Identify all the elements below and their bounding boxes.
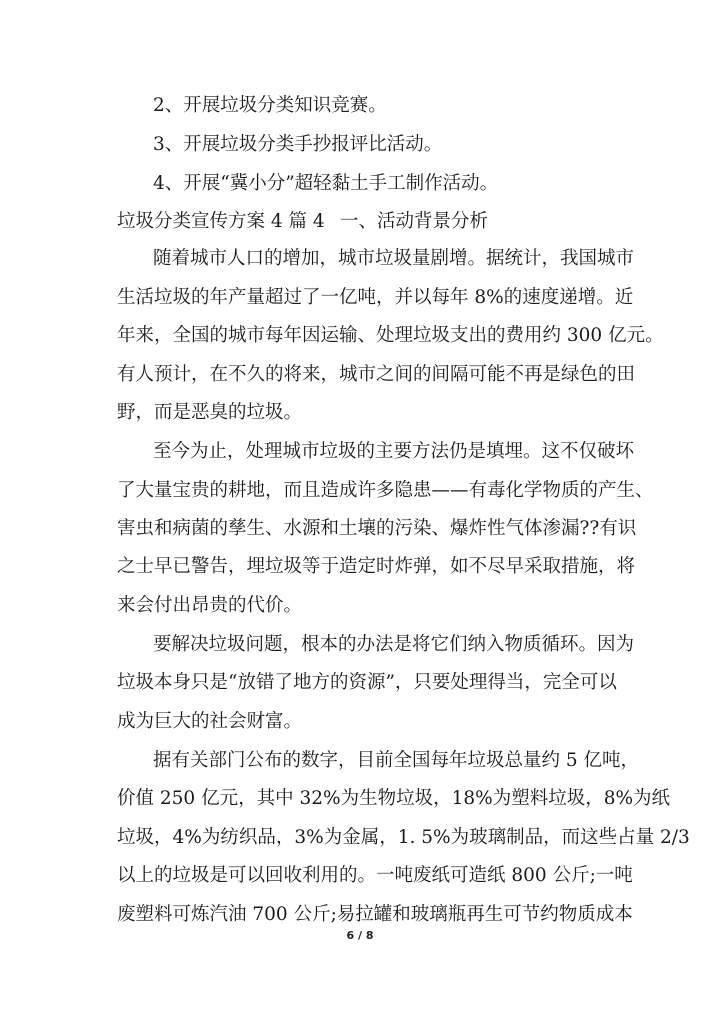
paragraph-line: 年来，全国的城市每年因运输、处理垃圾支出的费用约 300 亿元。: [117, 325, 664, 346]
section-subtitle: 一、活动背景分析: [340, 211, 489, 232]
page-number: 6 / 8: [346, 929, 374, 942]
paragraph-line: 有人预计，在不久的将来，城市之间的间隔可能不再是绿色的田: [117, 364, 636, 385]
paragraph-line: 生活垃圾的年产量超过了一亿吨，并以每年 8%的速度递增。近: [117, 287, 634, 308]
list-item: 3、开展垃圾分类手抄报评比活动。: [153, 134, 443, 155]
paragraph-line: 至今为止，处理城市垃圾的主要方法仍是填埋。这不仅破坏: [153, 441, 635, 462]
paragraph-line: 害虫和病菌的孳生、水源和土壤的污染、爆炸性气体渗漏??有识: [117, 518, 637, 539]
paragraph-line: 成为巨大的社会财富。: [117, 711, 303, 732]
paragraph-line: 垃圾，4%为纺织品，3%为金属，1. 5%为玻璃制品，而这些占量 2/3: [117, 827, 690, 848]
paragraph-line: 垃圾本身只是“放错了地方的资源”，只要处理得当，完全可以: [117, 672, 617, 693]
paragraph-line: 要解决垃圾问题，根本的办法是将它们纳入物质循环。因为: [153, 634, 635, 655]
paragraph-line: 随着城市人口的增加，城市垃圾量剧增。据统计，我国城市: [153, 248, 635, 269]
paragraph-line: 废塑料可炼汽油 700 公斤;易拉罐和玻璃瓶再生可节约物质成本: [117, 904, 633, 925]
list-item: 2、开展垃圾分类知识竞赛。: [153, 95, 387, 116]
paragraph-line: 价值 250 亿元，其中 32%为生物垃圾，18%为塑料垃圾，8%为纸: [117, 788, 671, 809]
paragraph-line: 了大量宝贵的耕地，而且造成许多隐患——有毒化学物质的产生、: [117, 480, 654, 501]
paragraph-line: 来会付出昂贵的代价。: [117, 595, 303, 616]
paragraph-line: 以上的垃圾是可以回收利用的。一吨废纸可造纸 800 公斤;一吨: [117, 865, 633, 886]
paragraph-line: 之士早已警告，埋垃圾等于造定时炸弹，如不尽早采取措施，将: [117, 556, 636, 577]
paragraph-line: 野，而是恶臭的垃圾。: [117, 402, 303, 423]
paragraph-line: 据有关部门公布的数字，目前全国每年垃圾总量约 5 亿吨，: [153, 750, 640, 771]
section-title: 垃圾分类宣传方案 4 篇 4: [117, 211, 325, 232]
list-item: 4、开展“冀小分”超轻黏土手工制作活动。: [153, 173, 499, 194]
